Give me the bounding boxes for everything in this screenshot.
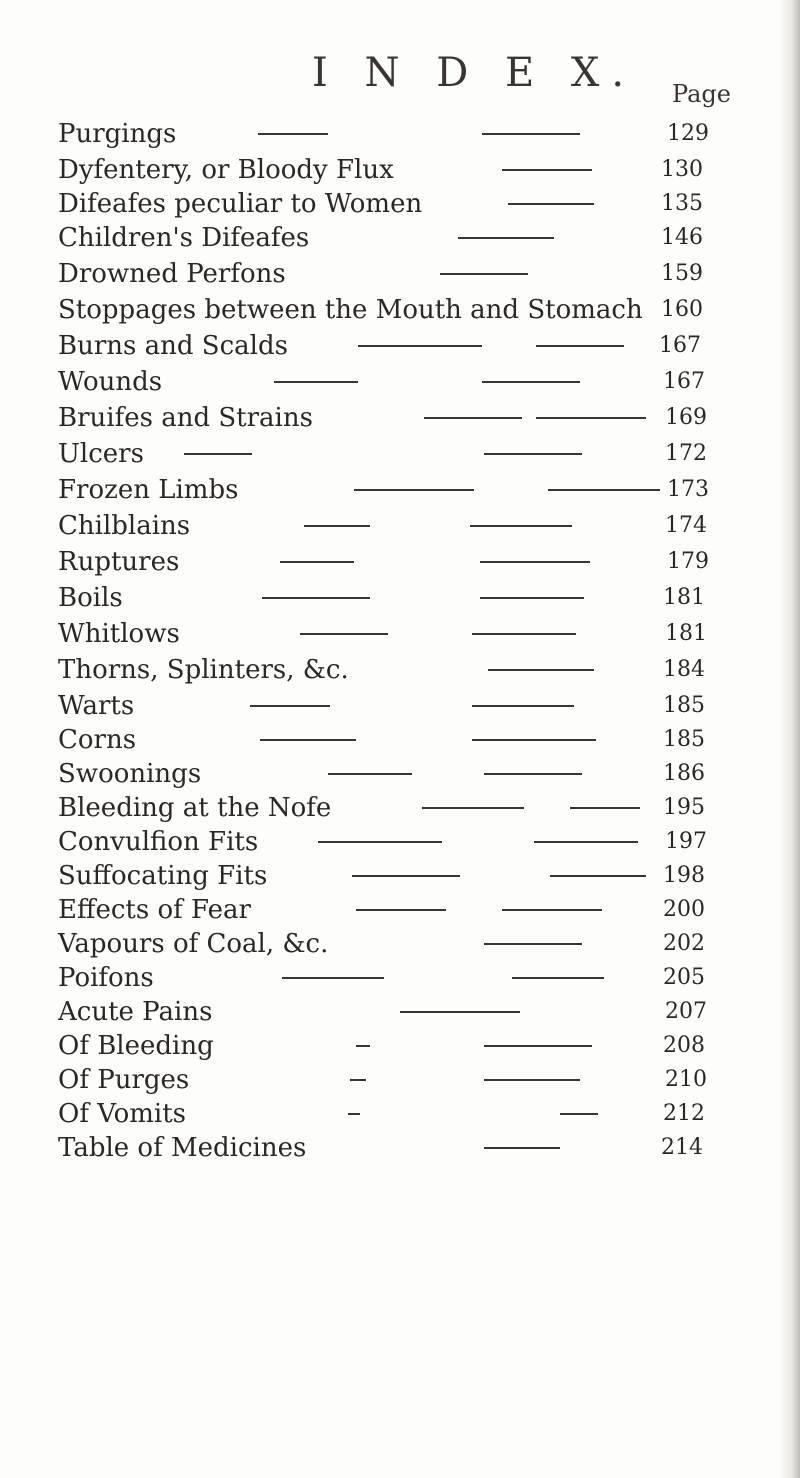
- leader-dash: [472, 705, 574, 707]
- leader-dash: [262, 597, 370, 599]
- entry-page-number: 208: [663, 1033, 705, 1058]
- entry-page-number: 173: [667, 477, 709, 502]
- entry-page-number: 205: [663, 965, 705, 990]
- entry-title: Whitlows: [58, 619, 180, 649]
- entry-title: Convulfion Fits: [58, 827, 259, 857]
- leader-dash: [480, 597, 584, 599]
- leader-dash: [354, 489, 474, 491]
- leader-dash: [440, 273, 528, 275]
- entry-page-number: 184: [663, 657, 705, 682]
- entry-title: Suffocating Fits: [58, 861, 268, 891]
- leader-dash: [348, 1113, 360, 1115]
- index-entry: [0, 366, 800, 406]
- entry-title: Boils: [58, 583, 123, 613]
- entry-page-number: 167: [659, 333, 701, 358]
- index-entry: [0, 402, 800, 442]
- entry-title: Drowned Perfons: [58, 259, 286, 289]
- index-entry: [0, 654, 800, 694]
- leader-dash: [356, 1045, 370, 1047]
- entry-title: Burns and Scalds: [58, 331, 288, 361]
- leader-dash: [484, 1045, 592, 1047]
- index-entry: [0, 1132, 800, 1172]
- entry-page-number: 135: [661, 191, 703, 216]
- leader-dash: [502, 169, 592, 171]
- leader-dash: [570, 807, 640, 809]
- entry-title: Dyfentery, or Bloody Flux: [58, 155, 394, 185]
- entry-page-number: 198: [663, 863, 705, 888]
- leader-dash: [484, 943, 582, 945]
- entry-page-number: 185: [663, 727, 705, 752]
- entry-page-number: 202: [663, 931, 705, 956]
- leader-dash: [512, 977, 604, 979]
- leader-dash: [472, 739, 596, 741]
- leader-dash: [260, 739, 356, 741]
- leader-dash: [534, 841, 638, 843]
- index-entry: [0, 294, 800, 334]
- index-entry: [0, 474, 800, 514]
- entry-title: Bleeding at the Nofe: [58, 793, 332, 823]
- leader-dash: [550, 875, 646, 877]
- entry-title: Ulcers: [58, 439, 144, 469]
- leader-dash: [484, 773, 582, 775]
- entry-title: Swoonings: [58, 759, 202, 789]
- leader-dash: [300, 633, 388, 635]
- entry-title: Acute Pains: [58, 997, 213, 1027]
- entry-title: Effects of Fear: [58, 895, 251, 925]
- index-entry: [0, 510, 800, 550]
- entry-page-number: 130: [661, 157, 703, 182]
- leader-dash: [352, 875, 460, 877]
- leader-dash: [184, 453, 252, 455]
- entry-title: Frozen Limbs: [58, 475, 239, 505]
- entry-page-number: 159: [661, 261, 703, 286]
- entry-title: Ruptures: [58, 547, 180, 577]
- leader-dash: [548, 489, 660, 491]
- leader-dash: [250, 705, 330, 707]
- index-entry: [0, 118, 800, 158]
- entry-page-number: 167: [663, 369, 705, 394]
- entry-page-number: 160: [661, 297, 703, 322]
- entry-title: Of Bleeding: [58, 1031, 214, 1061]
- leader-dash: [482, 381, 580, 383]
- leader-dash: [400, 1011, 520, 1013]
- index-entry: [0, 438, 800, 478]
- leader-dash: [488, 669, 594, 671]
- entry-page-number: 212: [663, 1101, 705, 1126]
- entry-page-number: 197: [665, 829, 707, 854]
- leader-dash: [318, 841, 442, 843]
- entry-page-number: 129: [667, 121, 709, 146]
- leader-dash: [470, 525, 572, 527]
- entry-title: Difeafes peculiar to Women: [58, 189, 423, 219]
- leader-dash: [484, 453, 582, 455]
- leader-dash: [304, 525, 370, 527]
- leader-dash: [358, 345, 482, 347]
- entry-title: Table of Medicines: [58, 1133, 307, 1163]
- index-entry: [0, 222, 800, 262]
- entry-page-number: 169: [665, 405, 707, 430]
- entry-page-number: 210: [665, 1067, 707, 1092]
- index-entry: [0, 582, 800, 622]
- leader-dash: [484, 1079, 580, 1081]
- leader-dash: [484, 1147, 560, 1149]
- leader-dash: [482, 133, 580, 135]
- entry-page-number: 214: [661, 1135, 703, 1160]
- leader-dash: [258, 133, 328, 135]
- entry-title: Poifons: [58, 963, 154, 993]
- entry-title: Chilblains: [58, 511, 191, 541]
- index-entry: [0, 330, 800, 370]
- entry-title: Of Purges: [58, 1065, 190, 1095]
- leader-dash: [350, 1079, 366, 1081]
- entry-title: Stoppages between the Mouth and Stomach: [58, 295, 643, 325]
- entry-title: Thorns, Splinters, &c.: [58, 655, 349, 685]
- page-column-label: Page: [672, 80, 731, 108]
- entry-title: Of Vomits: [58, 1099, 187, 1129]
- entry-page-number: 179: [667, 549, 709, 574]
- leader-dash: [480, 561, 590, 563]
- entry-title: Bruifes and Strains: [58, 403, 313, 433]
- entry-page-number: 186: [663, 761, 705, 786]
- leader-dash: [282, 977, 384, 979]
- leader-dash: [422, 807, 524, 809]
- entry-page-number: 195: [663, 795, 705, 820]
- entry-title: Wounds: [58, 367, 163, 397]
- index-entry: [0, 618, 800, 658]
- entry-title: Purgings: [58, 119, 177, 149]
- entry-page-number: 200: [663, 897, 705, 922]
- entry-page-number: 181: [663, 585, 705, 610]
- leader-dash: [560, 1113, 598, 1115]
- leader-dash: [458, 237, 554, 239]
- entry-title: Children's Difeafes: [58, 223, 310, 253]
- leader-dash: [424, 417, 522, 419]
- entry-page-number: 181: [665, 621, 707, 646]
- entry-page-number: 146: [661, 225, 703, 250]
- entry-page-number: 174: [665, 513, 707, 538]
- index-entry: [0, 258, 800, 298]
- leader-dash: [502, 909, 602, 911]
- entry-title: Vapours of Coal, &c.: [58, 929, 329, 959]
- leader-dash: [356, 909, 446, 911]
- index-entry: [0, 546, 800, 586]
- index-heading: I N D E X.: [312, 50, 637, 96]
- entry-page-number: 185: [663, 693, 705, 718]
- entry-title: Warts: [58, 691, 135, 721]
- leader-dash: [280, 561, 354, 563]
- leader-dash: [508, 203, 594, 205]
- leader-dash: [472, 633, 576, 635]
- leader-dash: [274, 381, 358, 383]
- leader-dash: [328, 773, 412, 775]
- leader-dash: [536, 345, 624, 347]
- leader-dash: [536, 417, 646, 419]
- entry-title: Corns: [58, 725, 137, 755]
- entry-page-number: 207: [665, 999, 707, 1024]
- entry-page-number: 172: [665, 441, 707, 466]
